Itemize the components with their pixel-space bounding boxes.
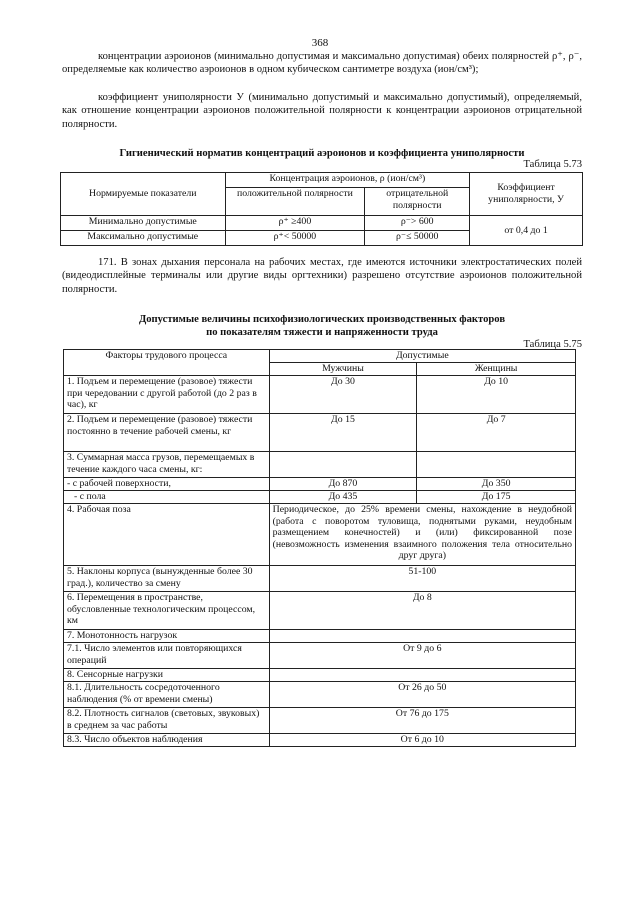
factor-label: 8. Сенсорные нагрузки — [64, 669, 270, 682]
factor-label: 7. Монотонность нагрузок — [64, 630, 270, 643]
cell-negative: ρ⁻> 600 — [365, 216, 470, 231]
factor-label: 6. Перемещения в пространстве, обусловленные технологическим процессом, км — [64, 592, 270, 630]
factor-label: - с пола — [64, 491, 270, 504]
row-label: Максимально допустимые — [61, 231, 226, 246]
women-value: До 7 — [417, 414, 576, 452]
men-value — [269, 452, 417, 478]
intro-paragraph-1: концентрации аэроионов (минимально допустимая и максимально допустимая) обеих полярностей ρ⁺, ρ⁻, определяемые как количество аэроионов в одном кубическом сантиметре воздуха (ион/см³); — [62, 51, 582, 76]
table-575-heading-line-1: Допустимые величины психофизиологических производственных факторов — [138, 314, 506, 325]
factor-label: 1. Подъем и перемещение (разовое) тяжести при чередовании с другой работой (до 2 раз в час), кг — [64, 376, 270, 414]
paragraph-171: 171. В зонах дыхания персонала на рабочих местах, где имеются источники электростатических полей (видеодисплейные терминалы или другие виды оргтехники) разрешено отсутствие аэроионов положительной полярности. — [62, 257, 582, 295]
factor-label: 8.1. Длительность сосредоточенного наблюдения (% от времени смены) — [64, 682, 270, 708]
row-label: Минимально допустимые — [61, 216, 226, 231]
cell-positive: ρ⁺< 50000 — [225, 231, 365, 246]
combined-value — [269, 669, 575, 682]
header-factors: Факторы трудового процесса — [64, 350, 270, 376]
combined-value — [269, 630, 575, 643]
header-negative: отрицательной полярности — [365, 188, 470, 216]
combined-value: 51-100 — [269, 566, 575, 592]
combined-value: От 76 до 175 — [269, 708, 575, 734]
header-women: Женщины — [417, 363, 576, 376]
combined-value: От 26 до 50 — [269, 682, 575, 708]
factor-label: 8.3. Число объектов наблюдения — [64, 734, 270, 747]
factor-label: 8.2. Плотность сигналов (световых, звуковых) в среднем за час работы — [64, 708, 270, 734]
header-indicator: Нормируемые показатели — [61, 173, 226, 216]
factor-label: 2. Подъем и перемещение (разовое) тяжести постоянно в течение рабочей смены, кг — [64, 414, 270, 452]
header-men: Мужчины — [269, 363, 417, 376]
header-concentration: Концентрация аэроионов, ρ (ион/см³) — [225, 173, 470, 188]
combined-value: До 8 — [269, 592, 575, 630]
combined-value: От 9 до 6 — [269, 643, 575, 669]
factor-label: 4. Рабочая поза — [64, 504, 270, 566]
men-value: До 15 — [269, 414, 417, 452]
cell-negative: ρ⁻≤ 50000 — [365, 231, 470, 246]
women-value: До 175 — [417, 491, 576, 504]
combined-value: Периодическое, до 25% времени смены, нахождение в неудобной (работа с поворотом туловища, поднятыми руками, неудобным размещением конечностей) и (или) фиксированной позе (невозможность изменения взаимного положения тела относительно друг друга) — [269, 504, 575, 566]
factor-label: 3. Суммарная масса грузов, перемещаемых в течение каждого часа смены, кг: — [64, 452, 270, 478]
page-number: 368 — [311, 37, 329, 49]
women-value: До 10 — [417, 376, 576, 414]
table-575-number: Таблица 5.75 — [523, 339, 582, 350]
header-allowed: Допустимые — [269, 350, 575, 363]
factor-label: - с рабочей поверхности, — [64, 478, 270, 491]
combined-value: От 6 до 10 — [269, 734, 575, 747]
table-573-heading: Гигиенический норматив концентраций аэроионов и коэффициента униполярности — [119, 148, 525, 159]
women-value — [417, 452, 576, 478]
labor-factors-table — [63, 349, 576, 747]
women-value: До 350 — [417, 478, 576, 491]
intro-paragraph-2: коэффициент униполярности У (минимально допустимый и максимально допустимый), определяемый, как отношение концентрации аэроионов положительной полярности к концентрации аэроионов отрицательной полярности. — [62, 92, 582, 130]
header-positive: положительной полярности — [225, 188, 365, 216]
cell-coefficient: от 0,4 до 1 — [470, 216, 583, 246]
header-coefficient: Коэффициент униполярности, У — [470, 173, 583, 216]
factor-label: 5. Наклоны корпуса (вынужденные более 30 град.), количество за смену — [64, 566, 270, 592]
ion-norm-table — [60, 172, 583, 246]
factor-label: 7.1. Число элементов или повторяющихся операций — [64, 643, 270, 669]
men-value: До 30 — [269, 376, 417, 414]
cell-positive: ρ⁺ ≥400 — [225, 216, 365, 231]
men-value: До 435 — [269, 491, 417, 504]
table-575-heading-line-2: по показателям тяжести и напряженности труда — [206, 327, 438, 338]
table-573-number: Таблица 5.73 — [523, 159, 582, 170]
men-value: До 870 — [269, 478, 417, 491]
